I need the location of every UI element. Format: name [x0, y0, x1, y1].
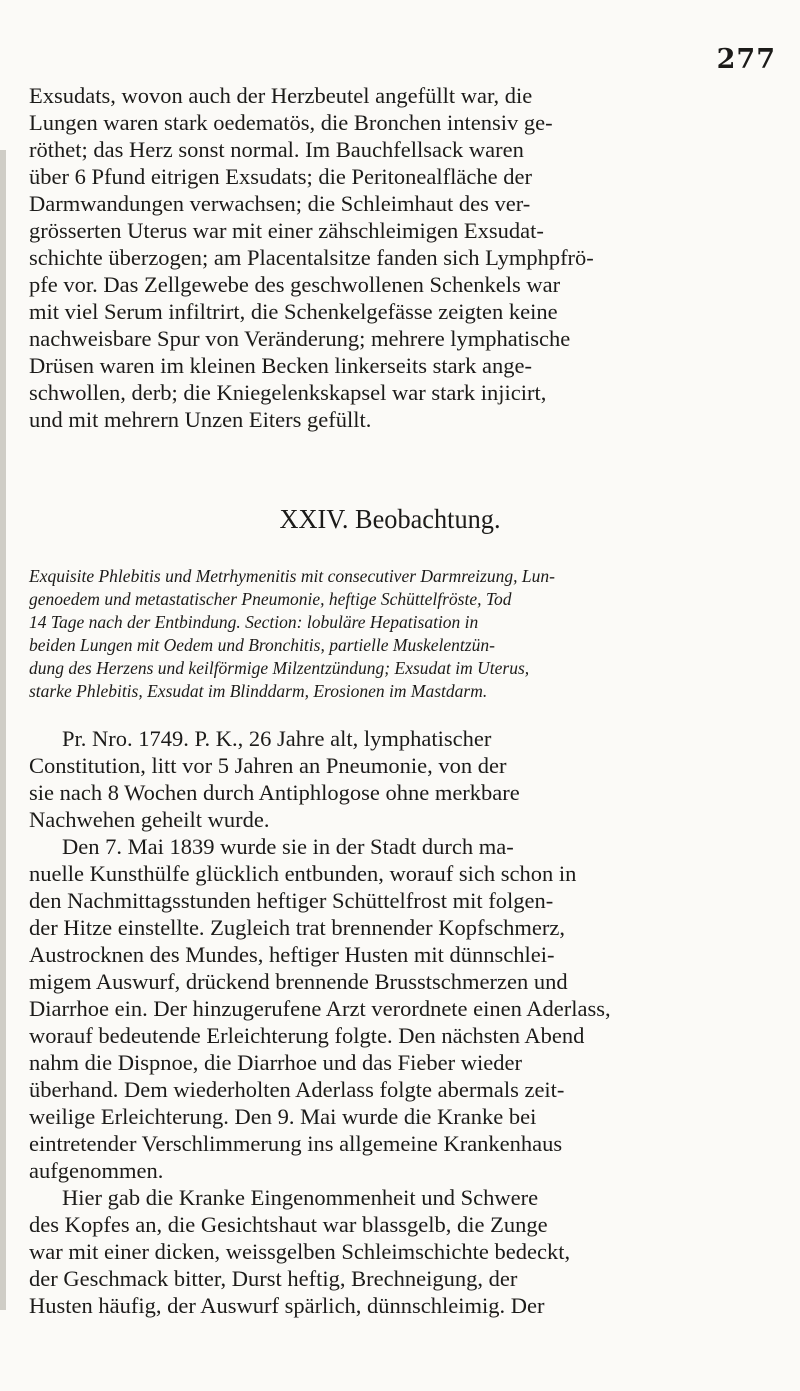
text-line: sie nach 8 Wochen durch Antiphlogose ohne merkbare — [29, 780, 520, 805]
text-line: den Nachmittagsstunden heftiger Schüttelfrost mit folgen- — [29, 888, 554, 913]
text-line: röthet; das Herz sonst normal. Im Bauchfellsack waren — [29, 137, 524, 162]
abstract-line: dung des Herzens und keilförmige Milzentzündung; Exsudat im Uterus, — [29, 658, 530, 678]
text-line: worauf bedeutende Erleichterung folgte. Den nächsten Abend — [29, 1023, 585, 1048]
text-line: Drüsen waren im kleinen Becken linkerseits stark ange- — [29, 353, 532, 378]
page-edge-shadow — [0, 150, 6, 1310]
text-line: des Kopfes an, die Gesichtshaut war blassgelb, die Zunge — [29, 1212, 548, 1237]
text-line: nahm die Dispnoe, die Diarrhoe und das Fieber wieder — [29, 1050, 522, 1075]
text-line: mit viel Serum infiltrirt, die Schenkelgefässe zeigten keine — [29, 299, 558, 324]
text-line: der Hitze einstellte. Zugleich trat brennender Kopfschmerz, — [29, 915, 566, 940]
text-line: Hier gab die Kranke Eingenommenheit und Schwere — [62, 1185, 539, 1210]
text-line: der Geschmack bitter, Durst heftig, Brechneigung, der — [29, 1266, 518, 1291]
text-line: weilige Erleichterung. Den 9. Mai wurde die Kranke bei — [29, 1104, 537, 1129]
text-line: schichte überzogen; am Placentalsitze fanden sich Lymphpfrö- — [29, 245, 594, 270]
text-line: war mit einer dicken, weissgelben Schleimschichte bedeckt, — [29, 1239, 571, 1264]
text-line: über 6 Pfund eitrigen Exsudats; die Peritonealfläche der — [29, 164, 532, 189]
text-line: Austrocknen des Mundes, heftiger Husten mit dünnschlei- — [29, 942, 555, 967]
text-line: pfe vor. Das Zellgewebe des geschwollenen Schenkels war — [29, 272, 561, 297]
text-line: Diarrhoe ein. Der hinzugerufene Arzt verordnete einen Aderlass, — [29, 996, 611, 1021]
text-line: nuelle Kunsthülfe glücklich entbunden, worauf sich schon in — [29, 861, 577, 886]
abstract-line: starke Phlebitis, Exsudat im Blinddarm, Erosionen im Mastdarm. — [29, 681, 488, 701]
text-line: Lungen waren stark oedematös, die Bronchen intensiv ge- — [29, 110, 553, 135]
text-line: migem Auswurf, drückend brennende Brusstschmerzen und — [29, 969, 568, 994]
text-line: Pr. Nro. 1749. P. K., 26 Jahre alt, lymphatischer — [62, 726, 492, 751]
text-line: aufgenommen. — [29, 1158, 164, 1183]
text-line: Darmwandungen verwachsen; die Schleimhaut des ver- — [29, 191, 531, 216]
text-line: nachweisbare Spur von Veränderung; mehrere lymphatische — [29, 326, 571, 351]
text-line: Husten häufig, der Auswurf spärlich, dünnschleimig. Der — [29, 1293, 545, 1318]
text-line: Den 7. Mai 1839 wurde sie in der Stadt durch ma- — [62, 834, 514, 859]
page-number: 277 — [716, 44, 776, 75]
text-line: grösserten Uterus war mit einer zähschleimigen Exsudat- — [29, 218, 544, 243]
text-line: schwollen, derb; die Kniegelenkskapsel war stark injicirt, — [29, 380, 547, 405]
text-line: eintretender Verschlimmerung ins allgemeine Krankenhaus — [29, 1131, 563, 1156]
text-line: überhand. Dem wiederholten Aderlass folgte abermals zeit- — [29, 1077, 565, 1102]
abstract-line: 14 Tage nach der Entbindung. Section: lobuläre Hepatisation in — [29, 612, 479, 632]
text-line: Constitution, litt vor 5 Jahren an Pneumonie, von der — [29, 753, 507, 778]
text-line: Exsudats, wovon auch der Herzbeutel angefüllt war, die — [29, 83, 533, 108]
section-heading: XXIV. Beobachtung. — [279, 504, 501, 534]
abstract-line: genoedem und metastatischer Pneumonie, heftige Schüttelfröste, Tod — [29, 589, 512, 609]
text-line: und mit mehrern Unzen Eiters gefüllt. — [29, 407, 372, 432]
abstract-line: beiden Lungen mit Oedem und Bronchitis, partielle Muskelentzün- — [29, 635, 495, 655]
abstract-line: Exquisite Phlebitis und Metrhymenitis mit consecutiver Darmreizung, Lun- — [29, 566, 555, 586]
text-line: Nachwehen geheilt wurde. — [29, 807, 270, 832]
